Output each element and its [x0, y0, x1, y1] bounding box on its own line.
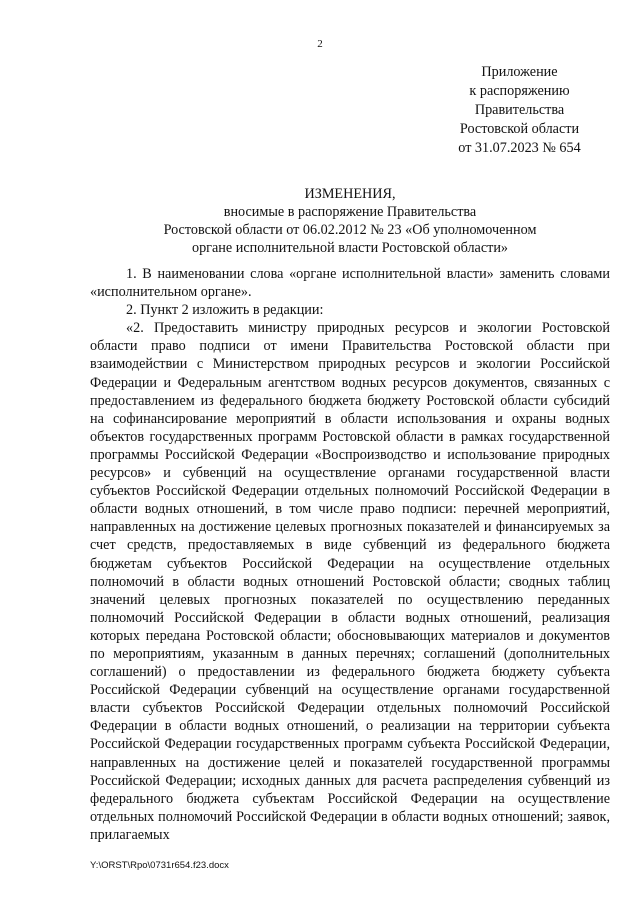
approval-line: от 31.07.2023 № 654 [458, 140, 581, 156]
approval-line: Правительства [474, 102, 565, 118]
approval-line: Ростовской области [459, 121, 580, 137]
approval-block [447, 63, 592, 158]
approval-line: Приложение [481, 64, 558, 80]
title-heading: ИЗМЕНЕНИЯ, [304, 186, 396, 202]
document-body [90, 265, 610, 844]
body-paragraph: 2. Пункт 2 изложить в редакции: [126, 302, 324, 319]
body-paragraph: 1. В наименовании слова «органе исполнительной власти» заменить словами «исполнительном органе». [90, 266, 610, 301]
footer-file-path: Y:\ORST\Rpo\0731r654.f23.docx [90, 860, 229, 871]
title-subtitle-line: органе исполнительной власти Ростовской области» [191, 240, 509, 256]
document-title [90, 185, 610, 257]
body-paragraph: «2. Предоставить министру природных ресурсов и экологии Ростовской области право подписи от имени Правительства Ростовской области при взаимодействии с Министерством природных ресурсов и экологии Российской Федерации и Федеральным агентством водных ресурсов документов, связанных с предоставлением из федерального бюджета бюджету Ростовской области субсидий на софинансирование мероприятий в области использования и охраны водных объектов государственных программ Ростовской области в рамках государственной программы Российской Федерации «Воспроизводство и использование природных ресурсов» и субвенций на осуществление органами государственной власти субъектов Российской Федерации отдельных полномочий Российской Федерации в области водных отношений, в том числе право подписи: перечней мероприятий, направленных на достижение целевых прогнозных показателей и финансируемых за счет средств, предоставляемых в виде субвенций из федерального бюджета бюджетам субъектов Российской Федерации на осуществление отдельных полномочий в области водных отношений Ростовской области; сводных таблиц значений целевых прогнозных показателей по осуществлению переданных полномочий Российской Федерации в области водных отношений, реализация которых передана Ростовской области; обосновывающих материалов и документов по мероприятиям, указанным в данных перечнях; соглашений (дополнительных соглашений) о предоставлении из федерального бюджета бюджету субъекта Российской Федерации субвенций на осуществление органами государственной власти субъектов Российской Федерации отдельных полномочий Российской Федерации в области водных отношений, о реализации на территории субъекта Российской Федерации государственных программ субъекта Российской Федерации, направленных на достижение целей и показателей государственной программы Российской Федерации; исходных данных для расчета распределения субвенций из федерального бюджета субъектам Российской Федерации на осуществление отдельных полномочий Российской Федерации в области водных отношений; заявок, прилагаемых [90, 320, 610, 843]
title-subtitle-line: вносимые в распоряжение Правительства [223, 204, 477, 220]
page-number: 2 [317, 38, 323, 50]
approval-line: к распоряжению [469, 83, 570, 99]
title-subtitle-line: Ростовской области от 06.02.2012 № 23 «Об уполномоченном [163, 222, 537, 238]
